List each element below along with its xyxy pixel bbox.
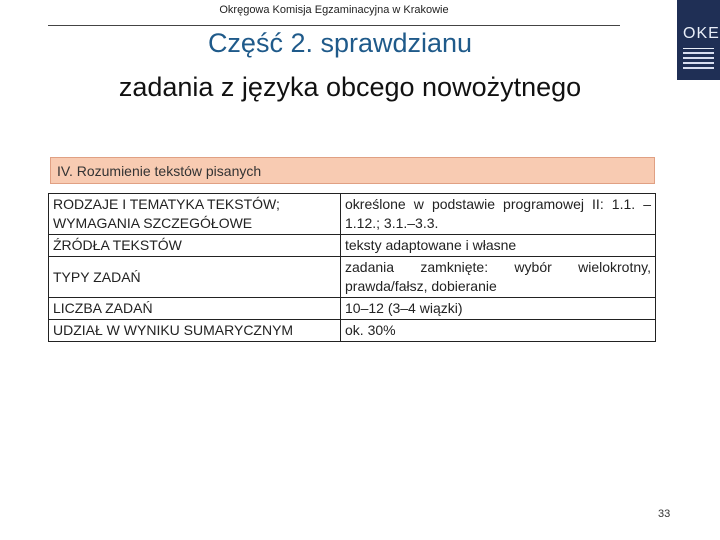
page-number: 33 bbox=[658, 508, 671, 520]
header-divider bbox=[48, 25, 620, 26]
row-value: określone w podstawie programowej II: 1.1. –1.12.; 3.1.–3.3. bbox=[341, 194, 656, 235]
logo-mark: OKE bbox=[683, 25, 720, 42]
logo-divider bbox=[683, 48, 714, 49]
row-key: ŹRÓDŁA TEKSTÓW bbox=[49, 235, 341, 257]
table-row bbox=[49, 257, 656, 298]
section-heading: IV. Rozumienie tekstów pisanych bbox=[50, 157, 655, 184]
row-key: TYPY ZADAŃ bbox=[49, 257, 341, 298]
slide-title-line-1: Część 2. sprawdzianu bbox=[207, 28, 473, 58]
logo-emblem-lines bbox=[683, 52, 714, 72]
row-value: ok. 30% bbox=[341, 320, 656, 342]
table-row bbox=[49, 194, 656, 235]
slide-title-line-2: zadania z języka obcego nowożytnego bbox=[118, 72, 582, 102]
exam-info-table bbox=[48, 193, 656, 342]
row-value: teksty adaptowane i własne bbox=[341, 235, 656, 257]
row-key: RODZAJE I TEMATYKA TEKSTÓW; WYMAGANIA SZCZEGÓŁOWE bbox=[49, 194, 341, 235]
row-value: zadania zamknięte: wybór wielokrotny, prawda/fałsz, dobieranie bbox=[341, 257, 656, 298]
table-row bbox=[49, 298, 656, 320]
table-row bbox=[49, 320, 656, 342]
row-key: UDZIAŁ W WYNIKU SUMARYCZNYM bbox=[49, 320, 341, 342]
row-key: LICZBA ZADAŃ bbox=[49, 298, 341, 320]
oke-logo bbox=[677, 0, 720, 80]
organization-header: Okręgowa Komisja Egzaminacyjna w Krakowie bbox=[219, 4, 449, 16]
table-row bbox=[49, 235, 656, 257]
row-value: 10–12 (3–4 wiązki) bbox=[341, 298, 656, 320]
